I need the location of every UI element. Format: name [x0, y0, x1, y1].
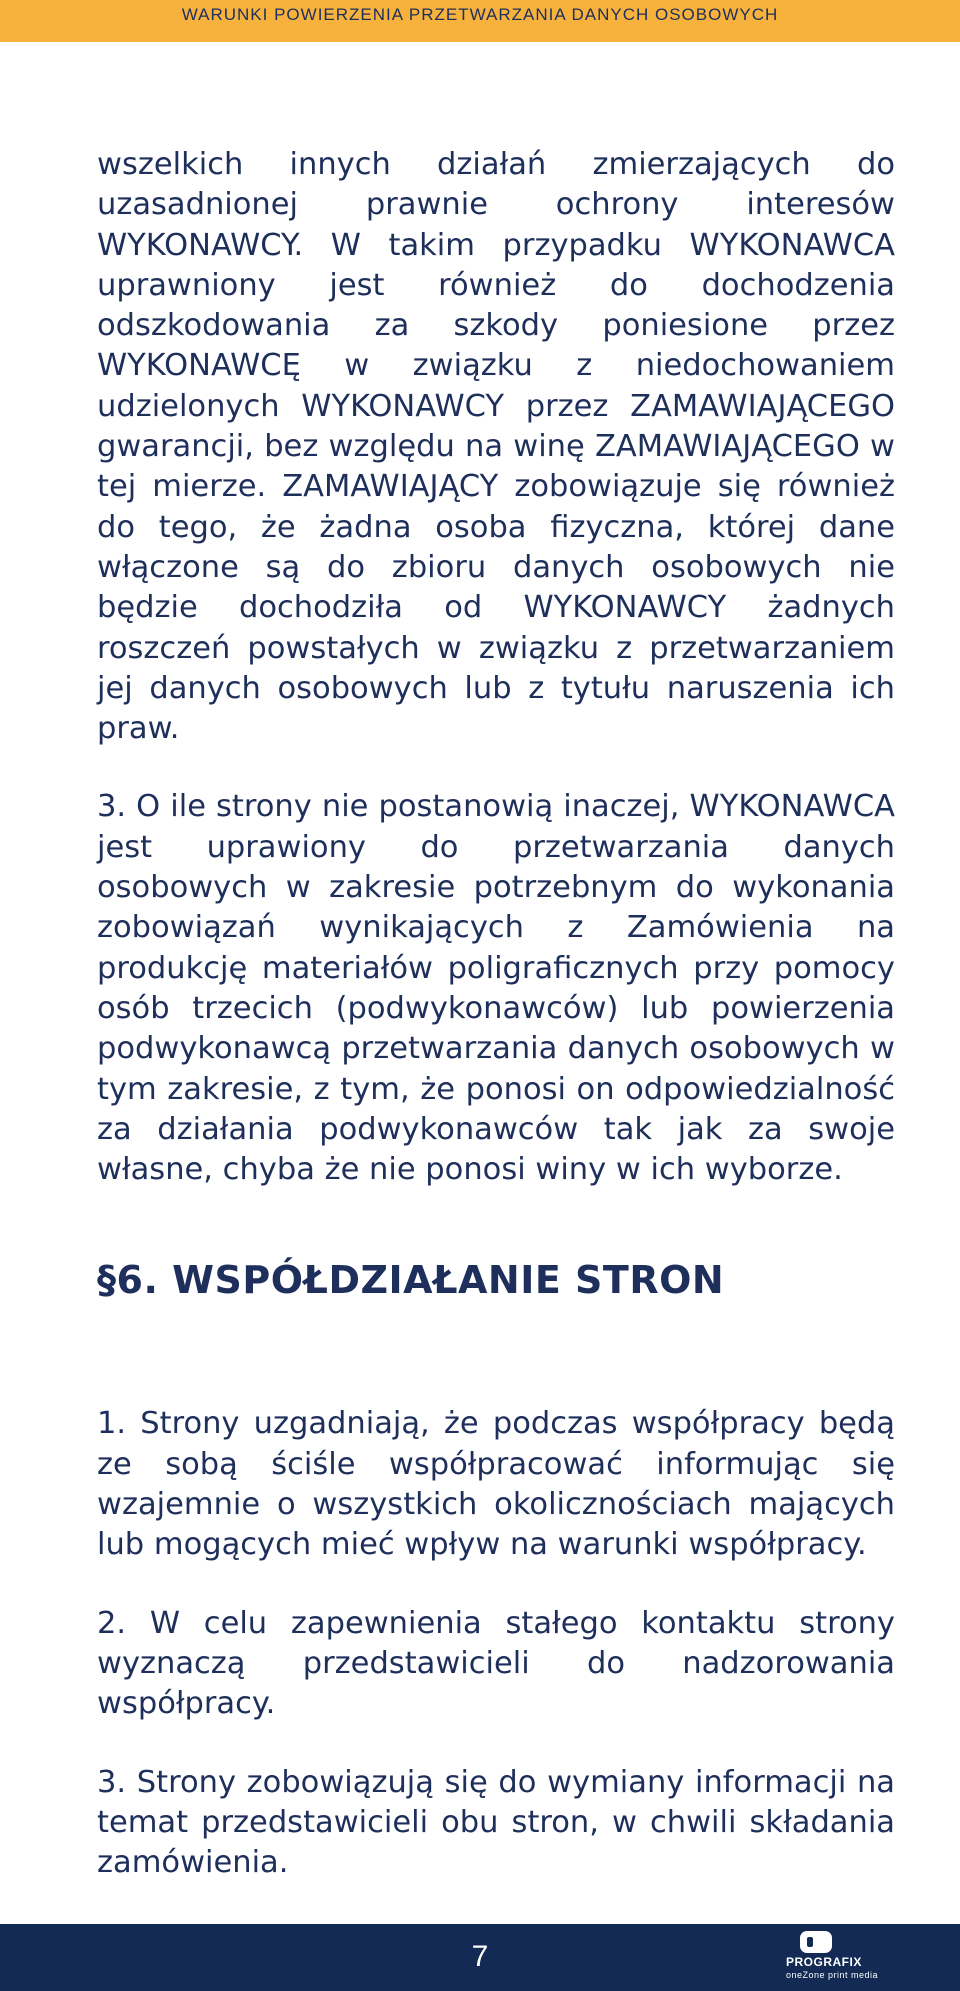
section-point-1: 1. Strony uzgadniają, że podczas współpracy będą ze sobą ściśle współpracować informując się wzajemnie o wszystkich okolicznościach mających lub mogących mieć wpływ na warunki współpracy. — [97, 1406, 895, 1563]
page-number: 7 — [471, 1940, 489, 1973]
brand-logo — [786, 1929, 906, 1989]
section-heading: §6. WSPÓŁDZIAŁANIE STRON — [97, 1258, 725, 1303]
paragraph-point-3: 3. O ile strony nie postanowią inaczej, WYKONAWCA jest uprawiony do przetwarzania danych osobowych w zakresie potrzebnym do wykonania zobowiązań wynikających z Zamówienia na produkcję materiałów poligraficznych przy pomocy osób trzecich (podwykonawców) lub powierzenia podwykonawcą przetwarzania danych osobowych w tym zakresie, z tym, że ponosi on odpowiedzialność za działania podwykonawców tak jak za swoje własne, chyba że nie ponosi winy w ich wyborze. — [97, 789, 895, 1188]
section-point-3: 3. Strony zobowiązują się do wymiany informacji na temat przedstawicieli obu stron, w chwili składania zamówienia. — [97, 1764, 895, 1881]
document-body — [97, 145, 895, 1883]
document-header-title: WARUNKI POWIERZENIA PRZETWARZANIA DANYCH OSOBOWYCH — [181, 5, 779, 24]
paragraph-continued: wszelkich innych działań zmierzających do uzasadnionej prawnie ochrony interesów WYKONAWCY. W takim przypadku WYKONAWCA uprawniony jest również do dochodzenia odszkodowania za szkody poniesione przez WYKONAWCĘ w związku z niedochowaniem udzielonych WYKONAWCY przez ZAMAWIAJĄCEGO gwarancji, bez względu na winę ZAMAWIAJĄCEGO w tej mierze. ZAMAWIAJĄCY zobowiązuje się również do tego, że żadna osoba fizyczna, której dane włączone są do zbioru danych osobowych nie będzie dochodziła od WYKONAWCY żadnych roszczeń powstałych w związku z przetwarzaniem jej danych osobowych lub z tytułu naruszenia ich praw. — [97, 147, 895, 747]
section-point-2: 2. W celu zapewnienia stałego kontaktu strony wyznaczą przedstawicieli do nadzorowania współpracy. — [97, 1605, 895, 1722]
prografix-logo-icon — [798, 1929, 834, 1955]
brand-name: PROGRAFIX — [786, 1955, 862, 1969]
brand-tagline: oneZone print media — [786, 1970, 879, 1980]
